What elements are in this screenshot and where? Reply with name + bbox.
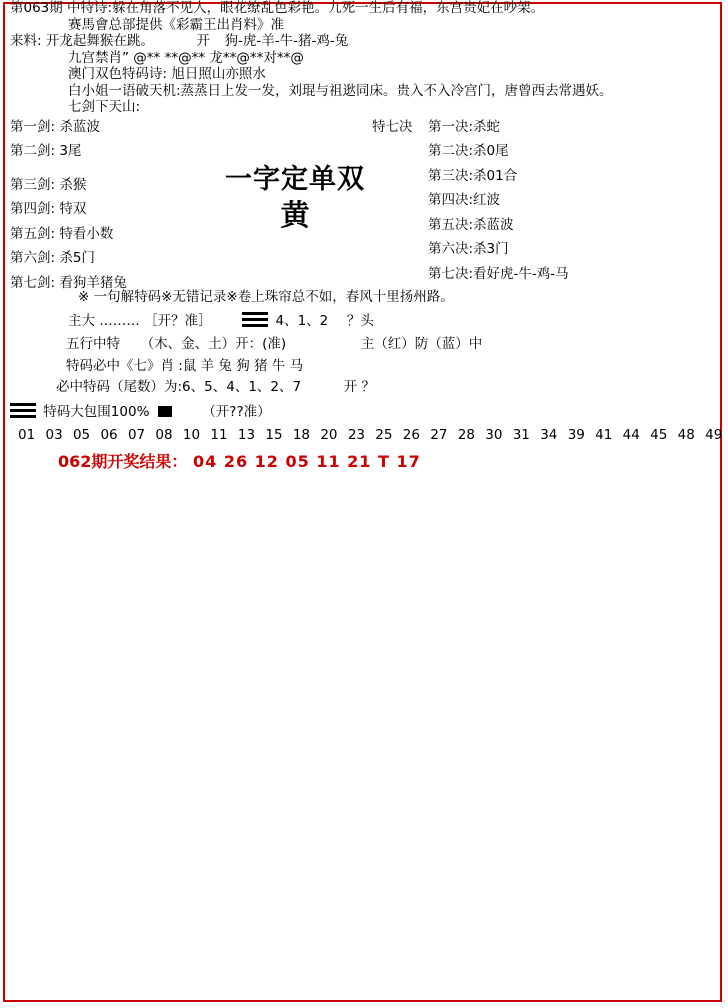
material-line: [10, 35, 710, 49]
sword-item: 第三剑: 杀猴: [10, 176, 87, 193]
sword-item: 第七剑: 看狗羊猪兔: [10, 274, 127, 291]
material-text: 开龙起舞猴在跳。: [45, 33, 154, 49]
number-item: 41: [595, 426, 613, 443]
number-item: 39: [567, 426, 585, 443]
zhuda-label: 主大 ………: [68, 313, 140, 329]
sword-item: 第六剑: 杀5门: [10, 250, 95, 266]
draw-result-numbers: 04 26 12 05 11 21 T 17: [192, 452, 421, 471]
zhuda-line: [10, 312, 710, 330]
number-item: 48: [677, 426, 695, 443]
sword-item: 第五剑: 特看小数: [10, 225, 114, 242]
number-item: 31: [512, 426, 530, 443]
draw-result-label: 062期开奖结果：: [58, 452, 188, 471]
number-item: 20: [320, 426, 338, 443]
equals-mark-icon: [242, 312, 268, 330]
number-item: 08: [155, 426, 173, 443]
number-item: 28: [457, 426, 475, 443]
number-item: 05: [72, 426, 91, 443]
swords-column: [10, 118, 190, 302]
special-seven-label: 特七决: [372, 118, 413, 135]
sword-item: 第一剑: 杀蓝波: [10, 118, 100, 135]
wuxing-right: 主（红）防（蓝）中: [360, 336, 483, 352]
bizhong-tema-line: [10, 381, 710, 395]
number-item: 01: [18, 426, 36, 443]
number-item: 25: [375, 426, 393, 443]
number-item: 45: [650, 426, 668, 443]
number-item: 10: [182, 426, 201, 443]
wuxing-body: （木、金、土）开：(准): [140, 336, 287, 352]
jiugong-line: 九宫禁肖” @** **@** 龙**@**对**@: [68, 49, 304, 66]
verdict-item: 第六决:杀3门: [428, 241, 509, 257]
number-item: 27: [430, 426, 448, 443]
number-item: 03: [45, 426, 63, 443]
sword-item: 第二剑: 3尾: [10, 143, 82, 159]
baowei-line: [10, 403, 710, 421]
verdict-item: 第三决:杀01合: [428, 167, 518, 184]
number-item: 07: [127, 426, 146, 443]
material-animals: 狗-虎-羊-牛-猪-鸡-兔: [224, 33, 349, 49]
verdict-item: 第五决:杀蓝波: [428, 216, 514, 233]
baowei-tail: （开??准）: [202, 403, 271, 420]
three-column-block: [10, 118, 710, 291]
issue-title: 第063期 中特诗:躲在角落不见人，眼花缭乱色彩艳。九死一生后有福，东宫贵妃在吵架。: [10, 0, 545, 16]
number-item: 06: [100, 426, 118, 443]
wuxing-line: [10, 338, 710, 352]
qijian-line: 七剑下天山:: [68, 99, 141, 115]
verdict-item: 第四决:红波: [428, 192, 501, 208]
number-item: 49: [705, 426, 723, 443]
tema-bizhong-line: 特码必中《七》肖 :鼠 羊 兔 狗 猪 牛 马: [66, 357, 304, 374]
zhuda-bracket: ［开？准］: [144, 313, 212, 329]
sword-item: 第四剑: 特双: [10, 201, 87, 217]
center-slogan: [180, 163, 410, 232]
square-mark-icon: [158, 406, 172, 417]
star-note-line: ※ 一句解特码※无错记录※卷上珠帘总不如，春风十里扬州路。: [78, 288, 454, 305]
bizhong-tema-text: 必中特码（尾数）为:6、5、4、1、2、7: [56, 379, 302, 395]
number-item: 44: [622, 426, 640, 443]
slogan-char: 黄: [280, 197, 310, 232]
slogan-title: 一字定单双: [225, 163, 365, 195]
baowei-text: 特码大包围100%: [43, 403, 150, 420]
number-item: 23: [347, 426, 365, 443]
wuxing-label: 五行中特: [66, 336, 120, 352]
equals-mark-icon: [10, 403, 36, 421]
number-item: 18: [292, 426, 311, 443]
number-item: 34: [540, 426, 558, 443]
verdicts-column: [428, 118, 658, 293]
verdict-item: 第二决:杀0尾: [428, 143, 509, 159]
material-label: 来料:: [10, 33, 42, 49]
number-item: 26: [402, 426, 420, 443]
verdict-item: 第一决:杀蛇: [428, 118, 501, 135]
bizhong-open: 开 ？: [343, 379, 375, 395]
provider-line: 赛馬會总部提供《彩霸王出肖料》准: [68, 16, 284, 33]
baixiaojie-line: 白小姐一语破天机:蒸蒸日上发一发，刘琨与祖逖同床。贵入不入冷宫门，唐曾西去常遇妖。: [68, 82, 613, 99]
number-list: [10, 426, 723, 443]
verdict-item: 第七决:看好虎-牛-鸡-马: [428, 265, 569, 282]
number-item: 13: [237, 426, 256, 443]
lower-section: [10, 288, 723, 471]
number-item: 11: [210, 426, 228, 443]
zhuda-tail: ？头: [346, 313, 374, 329]
zhuda-nums: 4、1、2: [275, 313, 329, 329]
macau-poem-line: 澳门双色特码诗: 旭日照山亦照水: [68, 66, 266, 82]
number-item: 30: [485, 426, 503, 443]
number-item: 15: [265, 426, 283, 443]
material-open: 开: [196, 33, 210, 49]
document-content: [10, 0, 723, 471]
draw-result-row: [10, 454, 710, 470]
